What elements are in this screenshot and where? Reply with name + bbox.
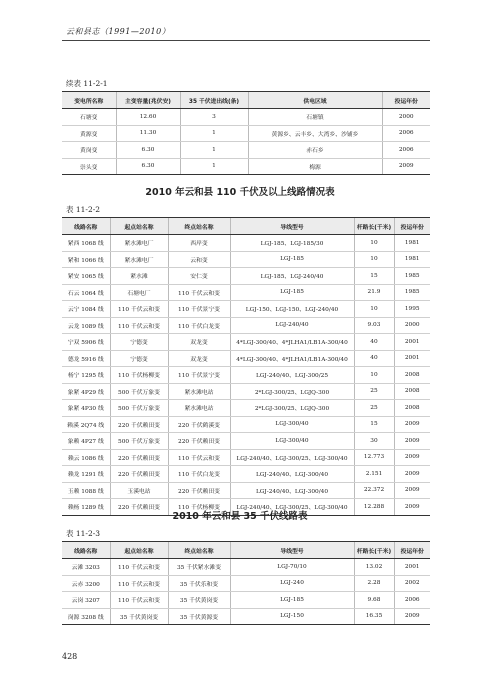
table-row [62, 350, 430, 367]
table-cell: 10 [354, 235, 394, 252]
table-cell: 110 千伏景宁变 [168, 367, 230, 384]
table-cell: 2009 [394, 449, 430, 466]
table-cell: 1 [180, 158, 248, 175]
table-cell: 110 千伏云和变 [110, 559, 168, 576]
table-cell: 10 [354, 301, 394, 318]
table-cell: 双龙变 [168, 334, 230, 351]
table-cell: 紧安 1065 线 [62, 268, 110, 285]
table-row [62, 334, 430, 351]
table-row [62, 158, 430, 175]
page-number: 428 [62, 652, 78, 661]
table-cell: 玉溪电站 [110, 482, 168, 499]
table-cell: LGJ-240/40、LGJ-300/25 [230, 367, 354, 384]
table-cell: 110 千伏景宁变 [168, 301, 230, 318]
table-cell: 35 千伏黄岗变 [168, 592, 230, 609]
table-row [62, 449, 430, 466]
column-header: 导线型号 [230, 218, 354, 235]
column-header: 投运年份 [394, 218, 430, 235]
table-cell: LGJ-185、LGJ-240/40 [230, 268, 354, 285]
table-cell: 2006 [394, 592, 430, 609]
table-cell: 500 千伏万象变 [110, 400, 168, 417]
table-cell: 赖云 1086 线 [62, 449, 110, 466]
table-cell: 40 [354, 350, 394, 367]
table-cell: LGJ-240 [230, 575, 354, 592]
column-header: 35 千伏进出线(条) [180, 92, 248, 109]
table-row [62, 317, 430, 334]
table-row [62, 482, 430, 499]
table-cell: 杨宁 1295 线 [62, 367, 110, 384]
table-cell: 2000 [394, 317, 430, 334]
table-cell: 1985 [394, 284, 430, 301]
table-cell: 紧水滩电站 [168, 383, 230, 400]
column-header: 变电所名称 [62, 92, 116, 109]
table-cell: 宁德变 [110, 350, 168, 367]
table-cell: 石云 1064 线 [62, 284, 110, 301]
table-cell: 2.151 [354, 466, 394, 483]
table-cell: 石塘电厂 [110, 284, 168, 301]
table-cell: 110 千伏杨柳变 [110, 367, 168, 384]
table-cell: 220 千伏赖田变 [110, 449, 168, 466]
table-cell: 赖龙 1291 线 [62, 466, 110, 483]
table-cell: LGJ-185 [230, 251, 354, 268]
table-cell: 35 千伏黄源变 [168, 608, 230, 625]
table-cell: 象紧 4P30 线 [62, 400, 110, 417]
table2-label: 表 11-2-2 [66, 205, 101, 214]
table-cell: 1995 [394, 301, 430, 318]
table-cell: 梅源 [248, 158, 382, 175]
table-cell: LGJ-300/40 [230, 433, 354, 450]
table-cell: 2001 [394, 334, 430, 351]
table-cell: 2009 [394, 416, 430, 433]
table-cell: 1981 [394, 251, 430, 268]
table-row [62, 559, 430, 576]
running-head: 云和县志（1991—2010） [66, 27, 171, 36]
table-row [62, 109, 430, 126]
table-cell: LGJ-185 [230, 284, 354, 301]
column-header: 终点站名称 [168, 542, 230, 559]
table-cell: 220 千伏赖田变 [110, 499, 168, 516]
table-cell: 9.03 [354, 317, 394, 334]
table-row [62, 251, 430, 268]
table-cell: 1 [180, 142, 248, 159]
table-cell: 2001 [394, 559, 430, 576]
table-row [62, 608, 430, 625]
table-cell: 2001 [394, 350, 430, 367]
table-cell: 象紧 4P29 线 [62, 383, 110, 400]
table-cell: 云龙 1089 线 [62, 317, 110, 334]
header-rule [62, 40, 430, 41]
table-cell: 220 千伏鹤溪变 [168, 416, 230, 433]
table-cell: 110 千伏白龙变 [168, 317, 230, 334]
table-cell: 10 [354, 251, 394, 268]
table-cell: 35 千伏黄岗变 [110, 608, 168, 625]
table-cell: 21.9 [354, 284, 394, 301]
table-cell: 黄源变 [62, 125, 116, 142]
table-cell: 紧和 1066 线 [62, 251, 110, 268]
table-row [62, 400, 430, 417]
table-cell: LGJ-300/40 [230, 416, 354, 433]
table1 [62, 91, 430, 175]
table-cell: LGJ-240/40、LGJ-300/25、LGJ-300/40 [230, 499, 354, 516]
table-cell: 紧西 1068 线 [62, 235, 110, 252]
table-cell: 110 千伏云和变 [110, 575, 168, 592]
table-cell: 35 千伏紧水滩变 [168, 559, 230, 576]
table-cell: 2008 [394, 400, 430, 417]
column-header: 投运年份 [382, 92, 430, 109]
table-row [62, 575, 430, 592]
table3-title: 2010 年云和县 35 千伏线路表 [172, 511, 308, 522]
table-cell: 25 [354, 400, 394, 417]
table-cell: 4*LGJ-300/40、4*JLHA1/LB1A-300/40 [230, 350, 354, 367]
table-cell: 3 [180, 109, 248, 126]
table-cell: 2*LGJ-300/25、LGJQ-300 [230, 383, 354, 400]
table-cell: 2009 [394, 608, 430, 625]
table-cell: 宁德变 [110, 334, 168, 351]
column-header: 供电区域 [248, 92, 382, 109]
table-cell: 2008 [394, 383, 430, 400]
table-cell: 220 千伏赖田变 [168, 433, 230, 450]
table2-title: 2010 年云和县 110 千伏及以上线路情况表 [145, 187, 335, 198]
table-cell: 石塘变 [62, 109, 116, 126]
column-header: 主变容量(兆伏安) [116, 92, 180, 109]
table-cell: 紧水滩电厂 [110, 251, 168, 268]
table-row [62, 383, 430, 400]
table-cell: 16.35 [354, 608, 394, 625]
table-cell: 40 [354, 334, 394, 351]
table-row [62, 268, 430, 285]
table-cell: 云宁 1084 线 [62, 301, 110, 318]
column-header: 导线型号 [230, 542, 354, 559]
table-cell: 2006 [382, 125, 430, 142]
table-cell: 双龙变 [168, 350, 230, 367]
table-cell: 黄岗变 [62, 142, 116, 159]
table-cell: 赤石乡 [248, 142, 382, 159]
table-row [62, 284, 430, 301]
column-header: 线路名称 [62, 542, 110, 559]
table-cell: 110 千伏云和变 [110, 592, 168, 609]
table-cell: 4*LGJ-300/40、4*JLHA1/LB1A-300/40 [230, 334, 354, 351]
table-cell: 云和变 [168, 251, 230, 268]
table-cell: 2009 [394, 433, 430, 450]
table-cell: 12.288 [354, 499, 394, 516]
table-cell: 2006 [382, 142, 430, 159]
table-cell: 紧水滩电站 [168, 400, 230, 417]
table-cell: 西岸变 [168, 235, 230, 252]
table-cell: 云赤 3200 [62, 575, 110, 592]
column-header: 杆路长(千米) [354, 542, 394, 559]
table-cell: 15 [354, 416, 394, 433]
column-header: 起点站名称 [110, 542, 168, 559]
table-cell: 110 千伏云和变 [168, 449, 230, 466]
table-cell: 赖溪 2Q74 线 [62, 416, 110, 433]
table-cell: 2.28 [354, 575, 394, 592]
table-cell: 22.372 [354, 482, 394, 499]
table3-label: 表 11-2-3 [66, 529, 101, 538]
table-cell: 30 [354, 433, 394, 450]
table-row [62, 367, 430, 384]
table-cell: 2008 [394, 367, 430, 384]
table-cell: 220 千伏赖田变 [110, 416, 168, 433]
table-cell: 2009 [382, 158, 430, 175]
table-cell: 云滩 3203 [62, 559, 110, 576]
table-cell: 220 千伏赖田变 [110, 466, 168, 483]
table-cell: 500 千伏万象变 [110, 383, 168, 400]
table3 [62, 541, 430, 625]
table-row [62, 125, 430, 142]
table-cell: 宁双 5906 线 [62, 334, 110, 351]
table-cell: 500 千伏万象变 [110, 433, 168, 450]
table-cell: LGJ-240/40 [230, 317, 354, 334]
table-cell: LGJ-240/40、LGJ-300/40 [230, 466, 354, 483]
table-cell: 石塘镇 [248, 109, 382, 126]
table-cell: LGJ-185 [230, 592, 354, 609]
table-row [62, 235, 430, 252]
table-cell: 9.68 [354, 592, 394, 609]
table-cell: 13.02 [354, 559, 394, 576]
table-row [62, 466, 430, 483]
table-cell: 110 千伏白龙变 [168, 466, 230, 483]
table-cell: 赖杨 1289 线 [62, 499, 110, 516]
table-cell: LGJ-70/10 [230, 559, 354, 576]
table-cell: 110 千伏杨柳变 [168, 499, 230, 516]
table-row [62, 142, 430, 159]
table-cell: 岗源 3208 线 [62, 608, 110, 625]
table-cell: 110 千伏云和变 [110, 301, 168, 318]
table-cell: 11.30 [116, 125, 180, 142]
table-cell: 紧水滩电厂 [110, 235, 168, 252]
table-cell: 2009 [394, 466, 430, 483]
table-cell: 1 [180, 125, 248, 142]
table-cell: LGJ-185、LGJ-185/30 [230, 235, 354, 252]
table-cell: 35 千伏乐和变 [168, 575, 230, 592]
table-cell: 220 千伏赖田变 [168, 482, 230, 499]
table-cell: 2009 [394, 482, 430, 499]
table-cell: 紧水滩 [110, 268, 168, 285]
table-cell: 10 [354, 367, 394, 384]
table-row [62, 433, 430, 450]
table-cell: 安仁变 [168, 268, 230, 285]
table1-label: 续表 11-2-1 [66, 79, 108, 88]
table-cell: 2000 [382, 109, 430, 126]
column-header: 终点站名称 [168, 218, 230, 235]
table-row [62, 592, 430, 609]
table-cell: 2002 [394, 575, 430, 592]
table-cell: 6.30 [116, 142, 180, 159]
column-header: 投运年份 [394, 542, 430, 559]
table-cell: 崇头变 [62, 158, 116, 175]
table-cell: 12.773 [354, 449, 394, 466]
column-header: 起点站名称 [110, 218, 168, 235]
table-cell: 110 千伏云和变 [168, 284, 230, 301]
table-cell: 玉赖 1088 线 [62, 482, 110, 499]
table2 [62, 217, 430, 516]
table-cell: LGJ-150、LGJ-150、LGJ-240/40 [230, 301, 354, 318]
table-cell: 德龙 5916 线 [62, 350, 110, 367]
table-cell: 象赖 4P27 线 [62, 433, 110, 450]
table-cell: 12.60 [116, 109, 180, 126]
table-cell: 黄源乡、云丰乡、大湾乡、沙铺乡 [248, 125, 382, 142]
table-cell: 25 [354, 383, 394, 400]
table-cell: 15 [354, 268, 394, 285]
table-cell: 1981 [394, 235, 430, 252]
table-row [62, 416, 430, 433]
table-cell: 6.30 [116, 158, 180, 175]
table-cell: 110 千伏云和变 [110, 317, 168, 334]
table-cell: 1985 [394, 268, 430, 285]
table-cell: LGJ-240/40、LGJ-300/25、LGJ-300/40 [230, 449, 354, 466]
table-cell: 2*LGJ-300/25、LGJQ-300 [230, 400, 354, 417]
table-cell: 2009 [394, 499, 430, 516]
table-row [62, 301, 430, 318]
column-header: 线路名称 [62, 218, 110, 235]
column-header: 杆路长(千米) [354, 218, 394, 235]
table-cell: LGJ-240/40、LGJ-300/40 [230, 482, 354, 499]
table-cell: LGJ-150 [230, 608, 354, 625]
table-cell: 云岗 3207 [62, 592, 110, 609]
